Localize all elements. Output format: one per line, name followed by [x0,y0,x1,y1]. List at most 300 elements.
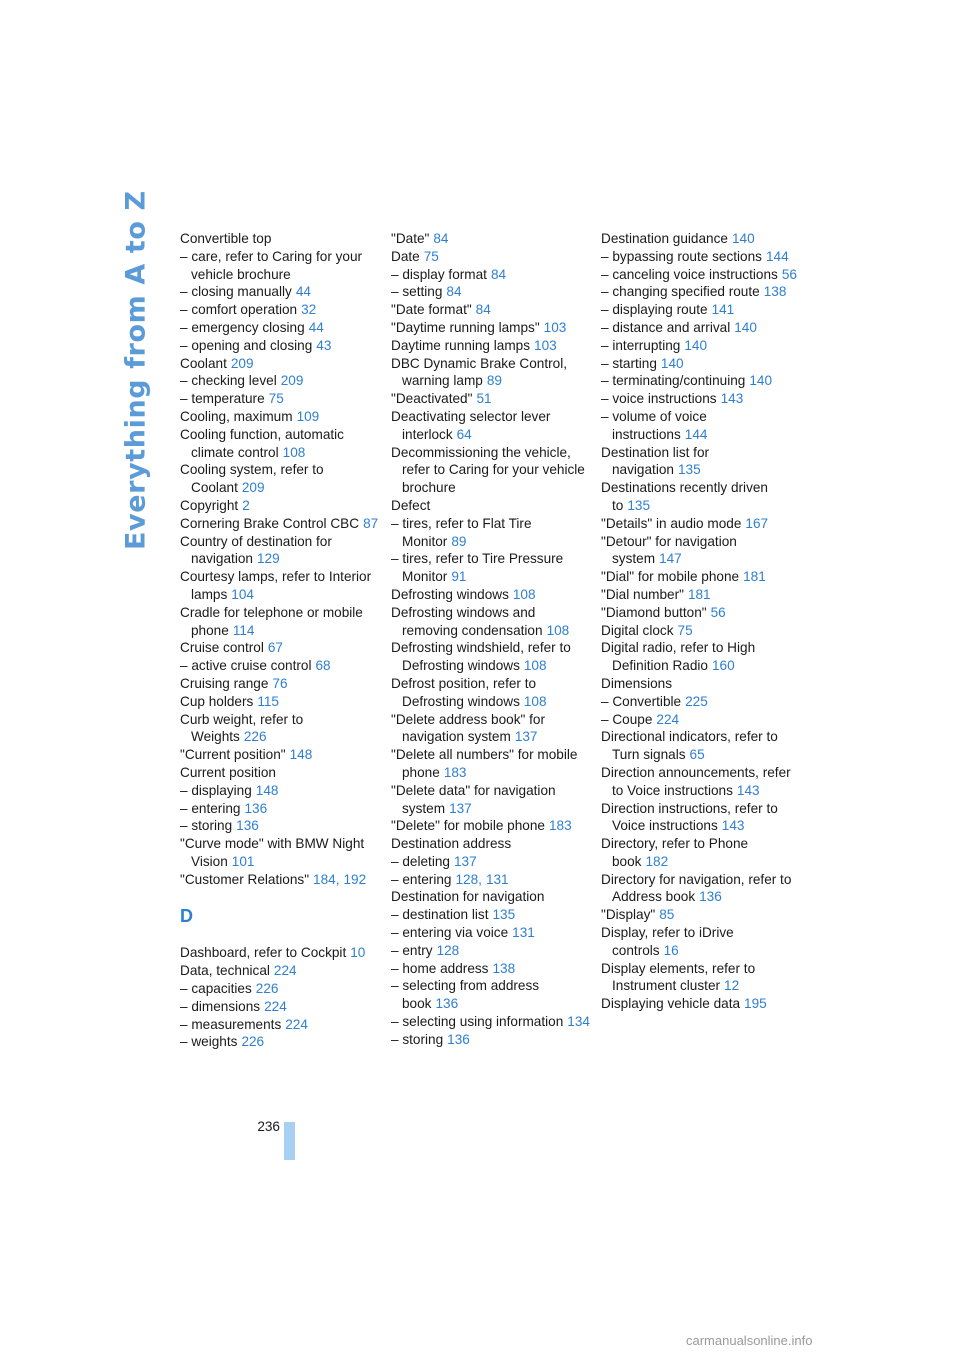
page-ref-link[interactable]: 12 [724,978,740,994]
index-entry [180,426,380,462]
page-ref-link[interactable]: 89 [451,533,467,549]
index-entry [601,711,801,729]
page-ref-link[interactable]: 140 [660,355,684,371]
index-entry-text: Country of destination for navigation [180,533,332,567]
index-entry-text: Displaying vehicle data [601,996,741,1012]
index-entry-text: Destination guidance [601,231,728,246]
index-entry [601,515,801,533]
index-entry-text: – entry [391,942,433,958]
index-entry-text: Defect [391,497,431,513]
page-ref-link[interactable]: 108 [282,444,306,460]
index-entry [391,960,591,978]
index-entry-text: – Coupe [601,711,653,727]
index-entry-text: Directory, refer to Phone book [601,836,749,869]
index-entry-text: Convertible top [180,231,272,246]
index-entry [180,568,380,604]
page-ref-link[interactable]: 84 [446,284,462,300]
index-entry-text: Cruise control [180,640,264,656]
index-entry [391,604,591,640]
index-entry [391,942,591,960]
page-ref-link[interactable]: 44 [295,284,311,300]
index-entry-text: – entering [391,871,452,887]
page-ref-link[interactable]: 209 [280,373,304,389]
index-entry [180,355,380,373]
index-entry-text: Current position [180,764,276,780]
index-entry [391,782,591,818]
index-entry [601,337,801,355]
page-ref-link[interactable]: 128 [436,942,460,958]
index-entry [391,853,591,871]
index-entry-text: Cooling function, automatic climate control [180,426,344,460]
page-ref-link[interactable]: 75 [268,391,284,407]
index-entry [180,871,380,889]
index-entry [391,390,591,408]
page-ref-link[interactable]: 134 [567,1014,590,1030]
index-entry [391,1013,591,1031]
page-ref-link[interactable]: 75 [423,248,439,264]
index-entry-text: – terminating/continuing [601,373,746,389]
page-ref-link[interactable]: 224 [656,711,680,727]
index-column-1 [180,230,380,1051]
index-entry-text: – deleting [391,853,450,869]
page-ref-link[interactable]: 192 [343,871,367,887]
page-ref-separator: , [478,871,482,887]
index-entry [180,764,380,782]
index-entry [601,408,801,444]
page-ref-link[interactable]: 167 [745,515,769,531]
index-entry-text: "Delete data" for navigation system [391,782,556,816]
index-entry-text: Directory for navigation, refer to Address book [601,871,792,905]
index-entry [601,764,801,800]
index-entry [601,586,801,604]
index-entry [180,980,380,998]
index-entry [601,995,801,1013]
index-entry-text: Cornering Brake Control CBC [180,515,360,531]
page-ref-link[interactable]: 43 [316,337,332,353]
index-entry [391,924,591,942]
page-ref-link[interactable]: 10 [350,945,366,961]
page-ref-link[interactable]: 143 [736,782,760,798]
index-entry-text: – opening and closing [180,337,313,353]
index-entry [391,283,591,301]
index-entry [601,283,801,301]
page-ref-link[interactable]: 137 [453,853,477,869]
page-ref-link[interactable]: 84 [490,266,507,282]
index-entry [180,301,380,319]
index-entry [180,944,380,962]
index-entry [391,586,591,604]
index-entry [601,728,801,764]
index-entry [391,444,591,497]
index-entry [391,230,591,248]
index-entry [601,372,801,390]
page-ref-link[interactable]: 103 [534,337,557,353]
index-entry [391,301,591,319]
page-ref-link[interactable]: 147 [659,551,682,567]
index-entry [180,657,380,675]
index-entry-text: "Delete" for mobile phone [391,818,545,834]
index-entry-text: Date [391,248,420,264]
page-ref-link[interactable]: 184 [313,871,336,887]
page-ref-link[interactable]: 91 [451,569,467,585]
page-ref-link[interactable]: 16 [663,942,679,958]
index-entry [601,871,801,907]
index-entry-text: Dimensions [601,675,673,691]
index-entry [391,817,591,835]
index-entry-text: "Daytime running lamps" [391,319,540,335]
index-entry [391,1031,591,1049]
index-entry [180,800,380,818]
index-entry [180,782,380,800]
index-entry [180,711,380,747]
index-entry [180,497,380,515]
page-ref-link[interactable]: 131 [512,925,535,941]
index-entry [180,675,380,693]
index-entry [601,906,801,924]
page-ref-link[interactable]: 148 [255,782,279,798]
page-number: 236 [257,1119,280,1134]
index-entry [391,871,591,889]
index-entry-text: "Delete all numbers" for mobile phone [391,747,578,780]
page-ref-link[interactable]: 224 [273,963,297,979]
page-ref-link[interactable]: 135 [627,497,651,513]
index-entry [180,998,380,1016]
page-ref-link[interactable]: 148 [289,747,313,763]
index-entry-text: – dimensions [180,998,261,1014]
index-entry-text: "Diamond button" [601,604,707,620]
page-ref-link[interactable]: 160 [711,658,735,674]
page-ref-link[interactable]: 136 [244,800,268,816]
page-ref-link[interactable]: 183 [549,818,572,834]
page-ref-link[interactable]: 115 [257,693,279,709]
index-entry [391,639,591,675]
page-ref-link[interactable]: 144 [765,248,789,264]
index-entry [601,924,801,960]
page-ref-link[interactable]: 226 [255,981,279,997]
index-entry [601,444,801,480]
index-entry-text: Directional indicators, refer to Turn signals [601,729,778,763]
index-entry [180,639,380,657]
index-entry [180,319,380,337]
index-entry [180,230,380,248]
index-entry-text: Cruising range [180,675,269,691]
page-ref-link[interactable]: 108 [512,586,536,602]
page-ref-link[interactable]: 136 [236,818,259,834]
index-entry [391,888,591,906]
index-entry [601,675,801,693]
index-entry [601,301,801,319]
index-entry [601,266,801,284]
page-ref-link[interactable]: 87 [363,515,379,531]
index-entry [180,248,380,284]
index-entry-text: – tires, refer to Tire Pressure Monitor [391,551,564,585]
index-entry-text: – storing [391,1031,444,1047]
index-entry-text: – measurements [180,1016,282,1032]
index-entry-text: Cooling, maximum [180,408,293,424]
index-entry [180,1033,380,1051]
index-entry-text: – entering [180,800,241,816]
index-entry-text: – display format [391,266,487,282]
index-entry-text: Courtesy lamps, refer to Interior lamps [180,569,372,602]
index-entry-text: Defrosting windshield, refer to Defrosting windows [391,640,571,674]
index-entry [180,390,380,408]
page-ref-link[interactable]: 209 [230,355,254,371]
page-marker-bar [284,1122,295,1160]
index-entry [601,533,801,569]
index-entry-text: Destination address [391,836,512,852]
index-entry-text: Dashboard, refer to Cockpit [180,945,347,961]
page-ref-link[interactable]: 224 [264,998,287,1014]
index-entry [180,1016,380,1034]
index-entry [180,283,380,301]
page-ref-link[interactable]: 137 [514,729,538,745]
index-entry [601,568,801,586]
page-ref-link[interactable]: 131 [485,871,509,887]
index-entry [601,479,801,515]
index-entry [601,604,801,622]
page-ref-link[interactable]: 143 [720,391,744,407]
page-ref-link[interactable]: 101 [231,853,255,869]
page-ref-link[interactable]: 32 [301,302,317,318]
page-ref-link[interactable]: 136 [435,996,459,1012]
index-entry-text: – capacities [180,981,252,997]
index-entry-text: – voice instructions [601,391,717,407]
index-entry [391,266,591,284]
page-ref-link[interactable]: 108 [546,622,570,638]
index-entry [391,337,591,355]
index-entry [391,711,591,747]
page-ref-link[interactable]: 84 [433,231,449,246]
page-ref-link[interactable]: 140 [734,319,757,335]
page-ref-link[interactable]: 183 [443,764,467,780]
index-entry-text: "Delete address book" for navigation system [391,711,545,745]
page-ref-link[interactable]: 103 [543,319,567,335]
page-ref-link[interactable]: 226 [243,729,267,745]
index-entry-text: "Deactivated" [391,391,473,407]
index-entry-text: – storing [180,818,233,834]
index-entry-text: "Current position" [180,747,286,763]
index-entry-text: – displaying route [601,302,708,318]
page-ref-link[interactable]: 51 [476,391,492,407]
page-ref-link[interactable]: 140 [731,231,755,246]
index-entry-text: "Curve mode" with BMW Night Vision [180,836,365,869]
index-entry [180,337,380,355]
index-entry [180,372,380,390]
index-entry [601,230,801,248]
index-entry-text: "Detour" for navigation system [601,533,737,567]
index-entry [391,497,591,515]
section-letter: D [180,906,193,927]
index-entry [601,622,801,640]
index-entry-text: Display elements, refer to Instrument cluster [601,960,756,994]
index-entry-text: – starting [601,355,657,371]
index-entry [601,960,801,996]
page-ref-link[interactable]: 181 [743,569,766,585]
index-entry-text: Destination for navigation [391,889,545,905]
page-ref-link[interactable]: 135 [492,907,516,923]
index-entry-text: – weights [180,1034,238,1050]
index-entry-text: "Date format" [391,302,472,318]
page-ref-link[interactable]: 56 [710,604,726,620]
index-entry [601,248,801,266]
page-ref-link[interactable]: 138 [492,960,516,976]
index-entry-text: – selecting from address book [391,978,540,1012]
index-entry-text: – displaying [180,782,252,798]
index-entry-text: Direction instructions, refer to Voice instructions [601,800,778,834]
index-entry-text: – care, refer to Caring for your vehicle brochure [180,248,363,282]
page-ref-link[interactable]: 109 [296,408,320,424]
page-ref-link[interactable]: 56 [781,266,797,282]
page-ref-link[interactable]: 140 [684,337,708,353]
index-entry [180,408,380,426]
index-entry [601,319,801,337]
index-entry [391,408,591,444]
index-entry-text: Data, technical [180,963,270,979]
index-entry-text: Defrosting windows [391,586,509,602]
index-entry-text: – Convertible [601,693,682,709]
index-entry [391,550,591,586]
index-entry-text: – canceling voice instructions [601,266,778,282]
page-ref-link[interactable]: 65 [689,747,705,763]
index-entry-text: Daytime running lamps [391,337,531,353]
page-ref-link[interactable]: 64 [456,426,472,442]
page-ref-link[interactable]: 108 [523,658,547,674]
page-ref-link[interactable]: 76 [272,675,288,691]
index-entry-text: Cup holders [180,693,254,709]
index-entry-text: – selecting using information [391,1014,564,1030]
index-entry-text: "Details" in audio mode [601,515,742,531]
index-entry-text: – emergency closing [180,319,305,335]
index-entry [601,835,801,871]
page-ref-link[interactable]: 75 [677,622,693,638]
index-entry-text: "Customer Relations" [180,871,310,887]
page-ref-link[interactable]: 226 [241,1034,265,1050]
page-ref-link[interactable]: 144 [684,426,708,442]
index-entry-text: Copyright [180,497,239,513]
index-entry [601,390,801,408]
index-entry [391,746,591,782]
index-entry [180,693,380,711]
index-entry [180,604,380,640]
index-entry-text: Defrosting windows and removing condensation [391,604,543,638]
index-entry [391,977,591,1013]
page-ref-link[interactable]: 140 [749,373,773,389]
index-entry-text: "Display" [601,907,656,923]
page-ref-link[interactable]: 128 [455,871,479,887]
index-entry [180,746,380,764]
index-entry-text: – home address [391,960,489,976]
page-ref-link[interactable]: 84 [475,302,491,318]
page-ref-link[interactable]: 181 [687,586,711,602]
index-entry-text: Deactivating selector lever interlock [391,408,551,442]
page-ref-separator: , [335,871,340,887]
section-side-title: Everything from A to Z [120,190,152,550]
page-ref-link[interactable]: 225 [685,693,708,709]
page-ref-link[interactable]: 89 [486,373,502,389]
index-entry-text: Cooling system, refer to Coolant [180,462,324,496]
index-column-3 [601,230,801,1013]
index-entry-text: – entering via voice [391,925,509,941]
index-entry-text: Destinations recently driven to [601,480,768,513]
page-ref-link[interactable]: 224 [285,1016,308,1032]
index-entry-text: – checking level [180,373,277,389]
index-entry-text: – distance and arrival [601,319,731,335]
page-ref-link[interactable]: 67 [267,640,283,656]
page-ref-link[interactable]: 136 [447,1031,470,1047]
index-entry-text: – volume of voice instructions [601,408,707,442]
index-entry-text: Coolant [180,355,227,371]
index-entry [180,817,380,835]
index-entry-text: "Dial number" [601,586,684,602]
page-ref-link[interactable]: 138 [763,284,787,300]
index-entry-text: – changing specified route [601,284,760,300]
index-column-2 [391,230,591,1049]
index-entry-text: Cradle for telephone or mobile phone [180,604,363,638]
index-entry-text: – closing manually [180,284,292,300]
page-ref-link[interactable]: 195 [744,996,767,1012]
page-ref-link[interactable]: 137 [449,800,472,816]
index-entry [391,319,591,337]
index-entry-text: "Dial" for mobile phone [601,569,740,585]
page-ref-link[interactable]: 209 [241,480,265,496]
index-entry-text: Direction announcements, refer to Voice instructions [601,764,791,798]
page-ref-link[interactable]: 114 [232,622,255,638]
page-ref-link[interactable]: 143 [721,818,745,834]
index-entry-text: – destination list [391,907,489,923]
page-ref-link[interactable]: 129 [256,551,280,567]
index-entry-text: Curb weight, refer to Weights [180,711,304,745]
page-ref-link[interactable]: 141 [711,302,735,318]
index-entry [391,248,591,266]
index-entry [391,675,591,711]
watermark: carmanualsonline.info [686,1333,813,1348]
index-entry-text: Digital clock [601,622,674,638]
page-ref-link[interactable]: 68 [315,658,331,674]
index-entry-text: – setting [391,284,443,300]
index-entry [601,639,801,675]
index-entry [601,693,801,711]
index-entry [601,355,801,373]
page-ref-link[interactable]: 2 [242,497,250,513]
index-entry-text: "Date" [391,231,430,246]
index-entry [391,355,591,391]
page-ref-link[interactable]: 135 [677,462,701,478]
index-entry [180,962,380,980]
index-entry [180,515,380,533]
index-entry-text: – tires, refer to Flat Tire Monitor [391,515,532,549]
index-entry-text: – bypassing route sections [601,248,762,264]
page-ref-link[interactable]: 108 [523,693,547,709]
index-entry-text: Defrost position, refer to Defrosting windows [391,675,537,709]
index-entry-text: – interrupting [601,337,681,353]
index-entry-text: – temperature [180,391,265,407]
index-entry [391,515,591,551]
index-entry [391,835,591,853]
page-ref-link[interactable]: 104 [231,586,254,602]
page-ref-link[interactable]: 182 [645,853,669,869]
index-entry-text: Destination list for navigation [601,444,710,478]
page-ref-link[interactable]: 44 [308,319,324,335]
index-entry-text: Digital radio, refer to High Definition Radio [601,640,756,674]
index-entry-text: – active cruise control [180,658,312,674]
index-entry [180,533,380,569]
index-entry-text: DBC Dynamic Brake Control, warning lamp [391,355,568,389]
index-entry-text: Decommissioning the vehicle, refer to Caring for your vehicle brochure [391,444,585,496]
page-ref-link[interactable]: 136 [699,889,722,905]
index-entry [180,835,380,871]
index-entry [601,800,801,836]
page-ref-link[interactable]: 85 [659,907,675,923]
